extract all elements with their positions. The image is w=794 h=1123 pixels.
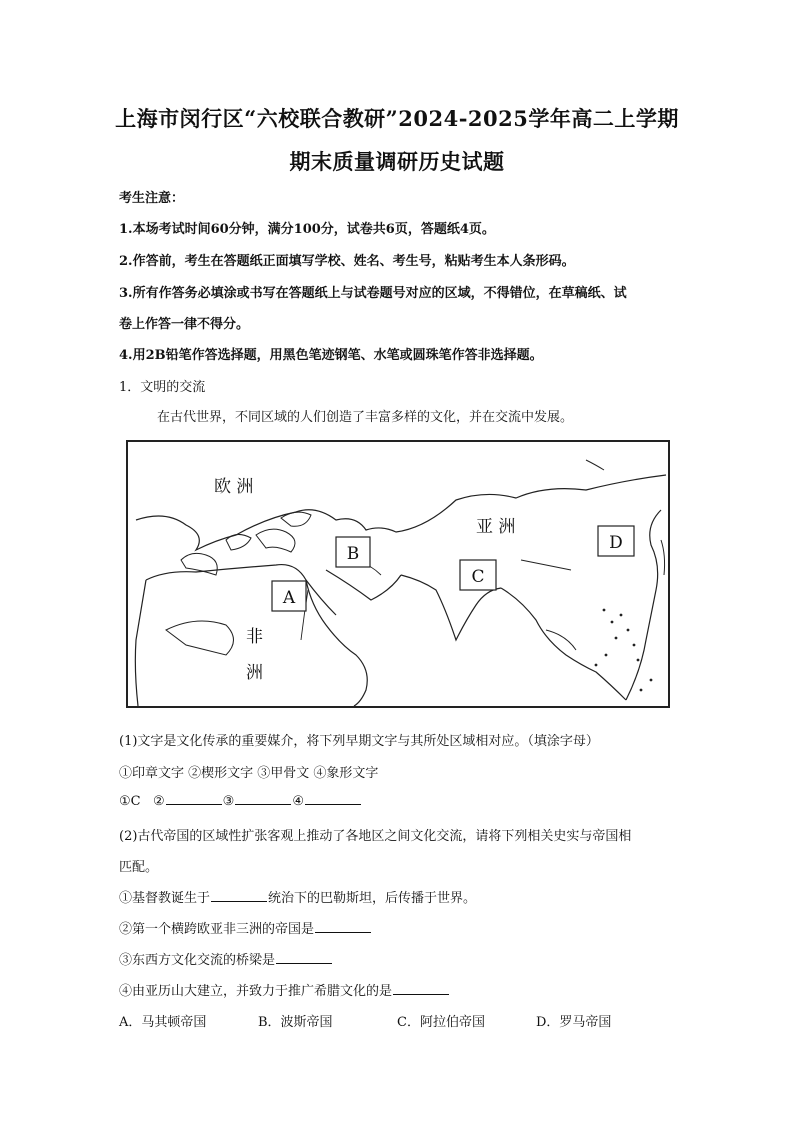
question-title: 1．文明的交流 xyxy=(119,380,206,395)
map-marker-d xyxy=(598,526,634,556)
part1-blank-3[interactable] xyxy=(235,793,291,805)
choice-a[interactable]: A．马其顿帝国 xyxy=(119,1015,207,1030)
notice-item-3-cont: 卷上作答一律不得分。 xyxy=(119,317,250,332)
part2-blank-1[interactable] xyxy=(211,890,267,902)
marker-c-label: C xyxy=(471,567,485,587)
part2-item-1-text-after: 统治下的巴勒斯坦，后传播于世界。 xyxy=(268,891,477,906)
world-map-figure xyxy=(126,440,670,708)
part2-blank-3[interactable] xyxy=(276,952,332,964)
notice-item-2: 2.作答前，考生在答题纸正面填写学校、姓名、考生号，粘贴考生本人条形码。 xyxy=(119,254,575,269)
question-intro: 在古代世界，不同区域的人们创造了丰富多样的文化，并在交流中发展。 xyxy=(157,410,574,425)
map-marker-c xyxy=(460,560,496,590)
notice-item-4: 4.用2B铅笔作答选择题，用黑色笔迹钢笔、水笔或圆珠笔作答非选择题。 xyxy=(119,348,543,363)
part2-item-1 xyxy=(119,887,476,906)
part2-blank-2[interactable] xyxy=(315,921,371,933)
part2-item-2-text: ②第一个横跨欧亚非三洲的帝国是 xyxy=(119,922,315,937)
exam-title-line-2: 期末质量调研历史试题 xyxy=(289,149,505,174)
part2-item-2 xyxy=(119,918,372,937)
part1-answer-prefix: ①C xyxy=(119,794,141,809)
part1-prompt: (1)文字是文化传承的重要媒介，将下列早期文字与其所处区域相对应。（填涂字母） xyxy=(119,734,599,749)
map-label-asia: 亚 洲 xyxy=(476,517,516,537)
notice-item-3: 3.所有作答务必填涂或书写在答题纸上与试卷题号对应的区域，不得错位，在草稿纸、试 xyxy=(119,286,627,301)
part2-item-1-text-before: ①基督教诞生于 xyxy=(119,891,211,906)
notice-heading: 考生注意： xyxy=(119,191,185,206)
choice-b[interactable]: B．波斯帝国 xyxy=(258,1015,333,1030)
part1-blank-label-4: ④ xyxy=(292,794,304,809)
part2-blank-4[interactable] xyxy=(393,983,449,995)
map-marker-a xyxy=(272,581,306,611)
notice-item-1: 1.本场考试时间60分钟，满分100分，试卷共6页，答题纸4页。 xyxy=(119,222,495,237)
map-marker-b xyxy=(336,537,370,567)
part1-blank-4[interactable] xyxy=(305,793,361,805)
map-label-africa-1: 非 xyxy=(246,627,263,647)
part2-prompt-line-1: (2)古代帝国的区域性扩张客观上推动了各地区之间文化交流，请将下列相关史实与帝国相 xyxy=(119,829,632,844)
map-label-europe: 欧 洲 xyxy=(214,477,254,497)
marker-d-label: D xyxy=(609,533,623,553)
marker-b-label: B xyxy=(346,544,360,564)
marker-a-label: A xyxy=(282,588,296,608)
part2-item-3 xyxy=(119,949,333,968)
choice-c[interactable]: C．阿拉伯帝国 xyxy=(397,1015,485,1030)
part1-blank-label-3: ③ xyxy=(222,794,235,809)
part2-prompt-line-2: 匹配。 xyxy=(119,860,159,875)
choice-d[interactable]: D．罗马帝国 xyxy=(536,1015,612,1030)
exam-title-line-1: 上海市闵行区“六校联合教研”2024-2025学年高二上学期 xyxy=(115,106,679,131)
part2-item-4-text: ④由亚历山大建立，并致力于推广希腊文化的是 xyxy=(119,984,393,999)
map-label-africa-2: 洲 xyxy=(246,663,263,683)
part2-item-3-text: ③东西方文化交流的桥梁是 xyxy=(119,953,276,968)
part1-blank-2[interactable] xyxy=(166,793,222,805)
part1-answer-line xyxy=(119,793,362,809)
part1-options: ①印章文字 ②楔形文字 ③甲骨文 ④象形文字 xyxy=(119,766,379,781)
part1-blank-label-2: ② xyxy=(153,794,165,809)
part2-item-4 xyxy=(119,980,450,999)
